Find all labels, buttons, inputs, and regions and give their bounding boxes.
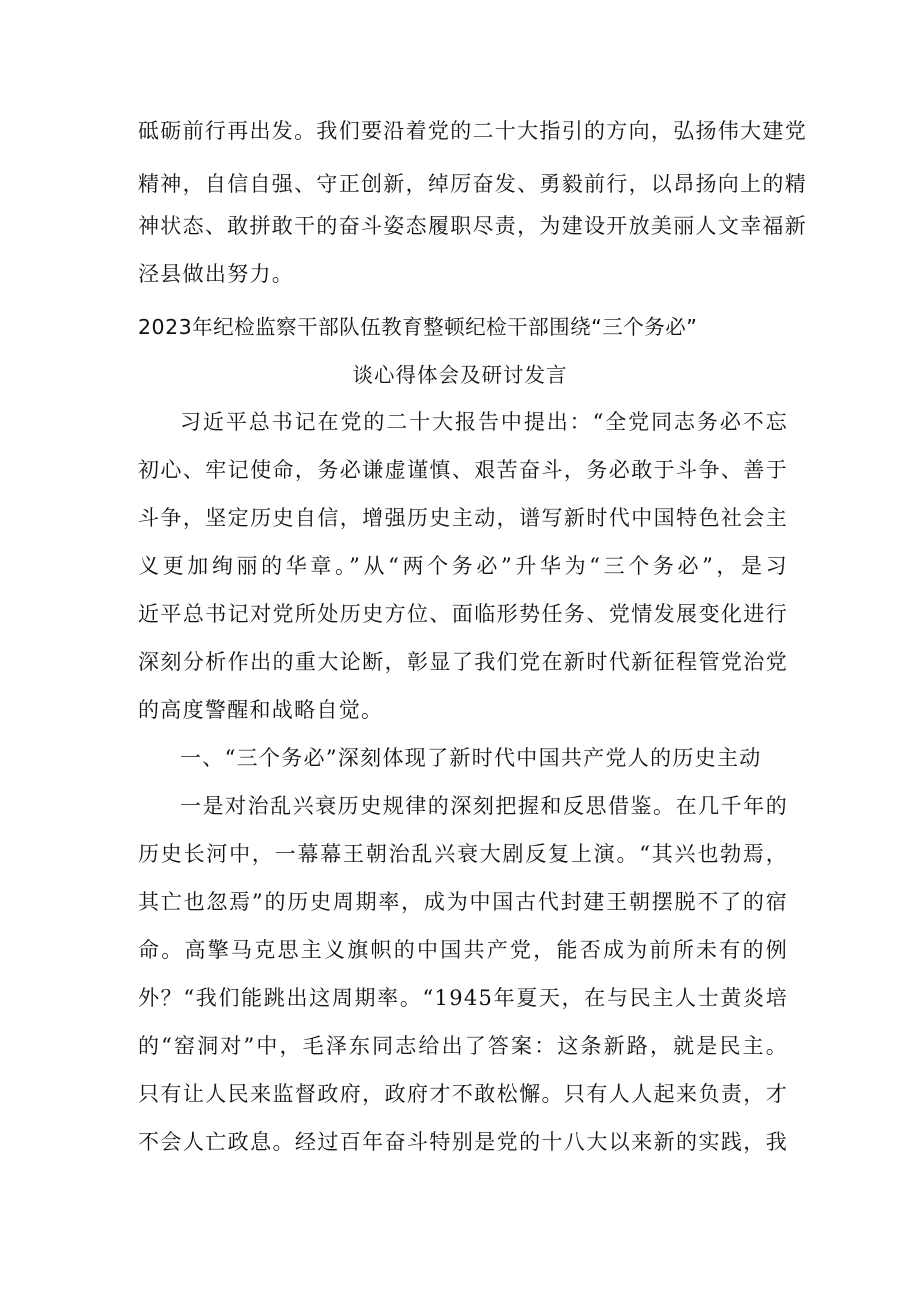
document-title-line-1: 2023年纪检监察干部队伍教育整顿纪检干部围绕“三个务必” xyxy=(138,315,698,339)
paragraph1-line-4: 义更加绚丽的华章。”从“两个务必”升华为“三个务必”，是习 xyxy=(138,554,788,578)
paragraph2-line-2: 历史长河中，一幕幕王朝治乱兴衰大剧反复上演。“其兴也勃焉， xyxy=(138,842,788,866)
intro-line-4: 泾县做出努力。 xyxy=(138,262,295,286)
paragraph1-line-3: 斗争，坚定历史自信，增强历史主动，谱写新时代中国特色社会主 xyxy=(138,506,788,530)
paragraph1-line-7: 的高度警醒和战略自觉。 xyxy=(138,698,384,722)
paragraph2-line-8: 不会人亡政息。经过百年奋斗特别是党的十八大以来新的实践，我 xyxy=(138,1130,788,1154)
intro-line-1: 砥砺前行再出发。我们要沿着党的二十大指引的方向，弘扬伟大建党 xyxy=(138,119,807,143)
document-title-line-2: 谈心得体会及研讨发言 xyxy=(352,363,568,387)
paragraph2-line-5: 外？“我们能跳出这周期率。“1945年夏天，在与民主人士黄炎培 xyxy=(138,986,788,1010)
intro-line-2: 精神，自信自强、守正创新，绰厉奋发、勇毅前行，以昂扬向上的精 xyxy=(138,172,807,196)
paragraph2-line-4: 命。高擎马克思主义旗帜的中国共产党，能否成为前所未有的例 xyxy=(138,938,788,962)
paragraph1-line-2: 初心、牢记使命，务必谦虚谨慎、艰苦奋斗，务必敢于斗争、善于 xyxy=(138,458,788,482)
section-heading: 一、“三个务必”深刻体现了新时代中国共产党人的历史主动 xyxy=(180,746,762,770)
paragraph2-line-6: 的“窑洞对”中，毛泽东同志给出了答案：这条新路，就是民主。 xyxy=(138,1034,788,1058)
paragraph1-line-5: 近平总书记对党所处历史方位、面临形势任务、党情发展变化进行 xyxy=(138,602,788,626)
paragraph2-line-7: 只有让人民来监督政府，政府才不敢松懈。只有人人起来负责，才 xyxy=(138,1082,788,1106)
intro-line-3: 神状态、敢拼敢干的奋斗姿态履职尽责，为建设开放美丽人文幸福新 xyxy=(138,214,807,238)
paragraph2-line-3: 其亡也忽焉”的历史周期率，成为中国古代封建王朝摆脱不了的宿 xyxy=(138,890,788,914)
paragraph1-line-1: 习近平总书记在党的二十大报告中提出：“全党同志务必不忘 xyxy=(180,410,788,434)
paragraph1-line-6: 深刻分析作出的重大论断，彰显了我们党在新时代新征程管党治党 xyxy=(138,650,788,674)
paragraph2-line-1: 一是对治乱兴衰历史规律的深刻把握和反思借鉴。在几千年的 xyxy=(180,794,788,818)
